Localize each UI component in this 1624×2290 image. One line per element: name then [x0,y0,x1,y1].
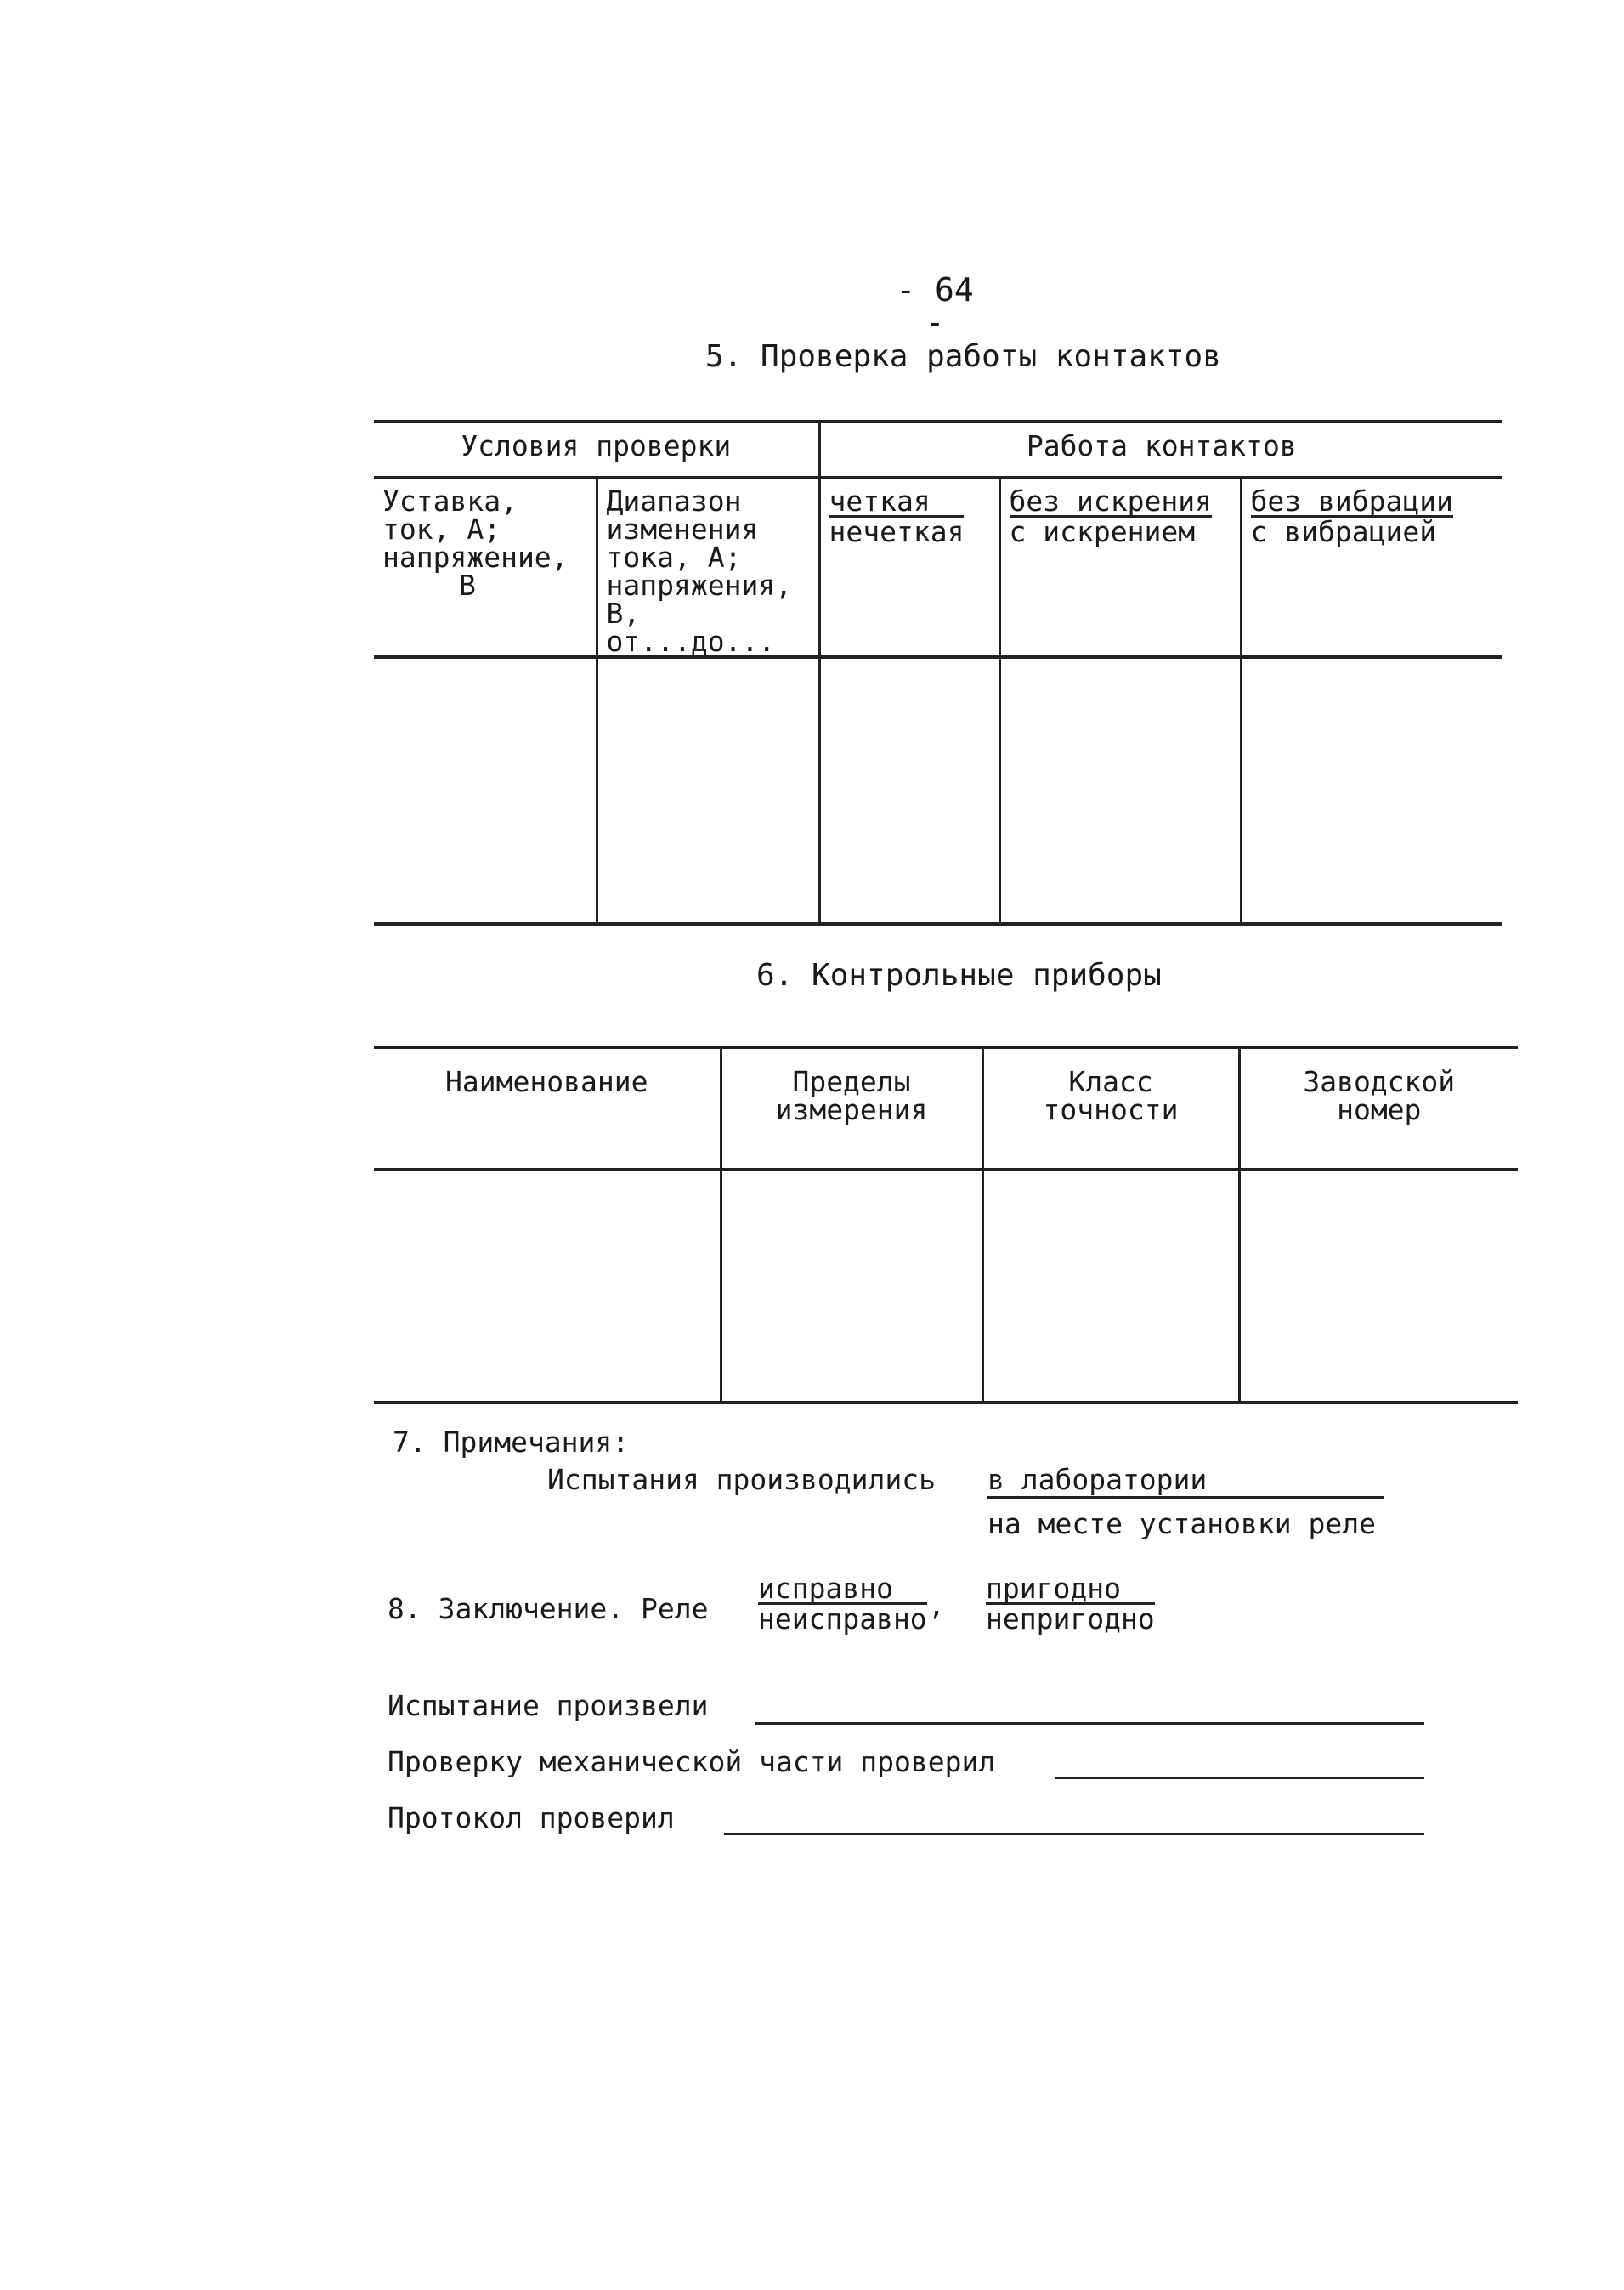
table-cell[interactable] [721,1170,982,1403]
section5-title: 5. Проверка работы контактов [705,339,1221,374]
header-name-line: Наименование [445,1065,648,1098]
header-check-conditions: Условия проверки [374,422,819,478]
table-cell[interactable] [982,1170,1239,1403]
table-row [374,1170,1518,1403]
section6-title: 6. Контрольные приборы [756,958,1162,993]
header-range-line: тока, А; [606,541,742,574]
protocol-checked-by-signature-line[interactable] [724,1833,1424,1835]
header-range-line: изменения [606,513,759,546]
header-range-line: напряжения, [606,569,793,602]
fraction-separator: , [928,1589,945,1622]
tests-conducted-label: Испытания производились [547,1463,936,1496]
table-cell[interactable] [1241,657,1502,924]
header-setting-line: ток, А; [382,513,501,546]
fraction-clear [829,487,965,546]
contacts-check-table [374,420,1502,926]
table-cell[interactable] [597,657,819,924]
header-setting [374,478,597,658]
fraction-numerator: пригодно [986,1574,1155,1605]
mech-checked-by-signature-line[interactable] [1055,1777,1424,1779]
table-cell[interactable] [374,657,597,924]
header-serial [1239,1047,1518,1170]
fraction-numerator: исправно [758,1574,927,1605]
fraction-serviceable[interactable] [758,1574,927,1633]
header-serial-line: Заводской [1303,1065,1456,1098]
header-range [597,478,819,658]
conclusion-label: 8. Заключение. Реле [388,1592,709,1625]
fraction-denominator: с искрением [1009,515,1196,548]
tested-by-label: Испытание произвели [388,1689,709,1722]
fraction-denominator: непригодно [986,1602,1155,1635]
tested-by-signature-line[interactable] [755,1722,1424,1725]
fraction-numerator: без искрения [1009,485,1212,518]
header-setting-line: напряжение, [382,541,569,574]
table-cell[interactable] [374,1170,721,1403]
fraction-denominator: нечеткая [829,515,965,548]
table-row [374,657,1502,924]
header-clear [819,478,999,658]
table-cell[interactable] [1239,1170,1518,1403]
header-setting-line: В [459,569,476,602]
header-limits-line: измерения [775,1093,928,1126]
table-cell[interactable] [819,657,999,924]
fraction-numerator: без вибрации [1250,485,1453,518]
fraction-suitable[interactable] [986,1574,1155,1633]
table-cell[interactable] [999,657,1241,924]
header-accuracy [982,1047,1239,1170]
header-limits-line: Пределы [792,1065,911,1098]
fraction-denominator: с вибрацией [1250,515,1437,548]
header-vibration [1241,478,1502,658]
header-limits [721,1047,982,1170]
header-accuracy-line: точности [1043,1093,1179,1126]
mech-checked-by-label: Проверку механической части проверил [388,1745,996,1778]
header-accuracy-line: Класс [1068,1065,1153,1098]
header-range-line: В, от...до... [606,597,776,658]
header-range-line: Диапазон [606,485,742,518]
option-laboratory-rule [987,1496,1384,1499]
option-laboratory[interactable]: в лаборатории [987,1463,1208,1496]
header-sparking [999,478,1241,658]
fraction-vibration [1251,487,1453,546]
page-number: - 64 - [896,271,974,341]
instruments-table [374,1046,1518,1404]
header-setting-line: Уставка, [382,485,518,518]
fraction-numerator: четкая [829,487,965,518]
header-serial-line: номер [1337,1093,1422,1126]
protocol-checked-by-label: Протокол проверил [388,1801,675,1834]
fraction-denominator: неисправно [758,1602,927,1635]
header-name [374,1047,721,1170]
header-contacts-work: Работа контактов [819,422,1502,478]
section7-title: 7. Примечания: [393,1426,630,1459]
fraction-sparking [1010,487,1212,546]
option-installation-site[interactable]: на месте установки реле [987,1507,1376,1540]
